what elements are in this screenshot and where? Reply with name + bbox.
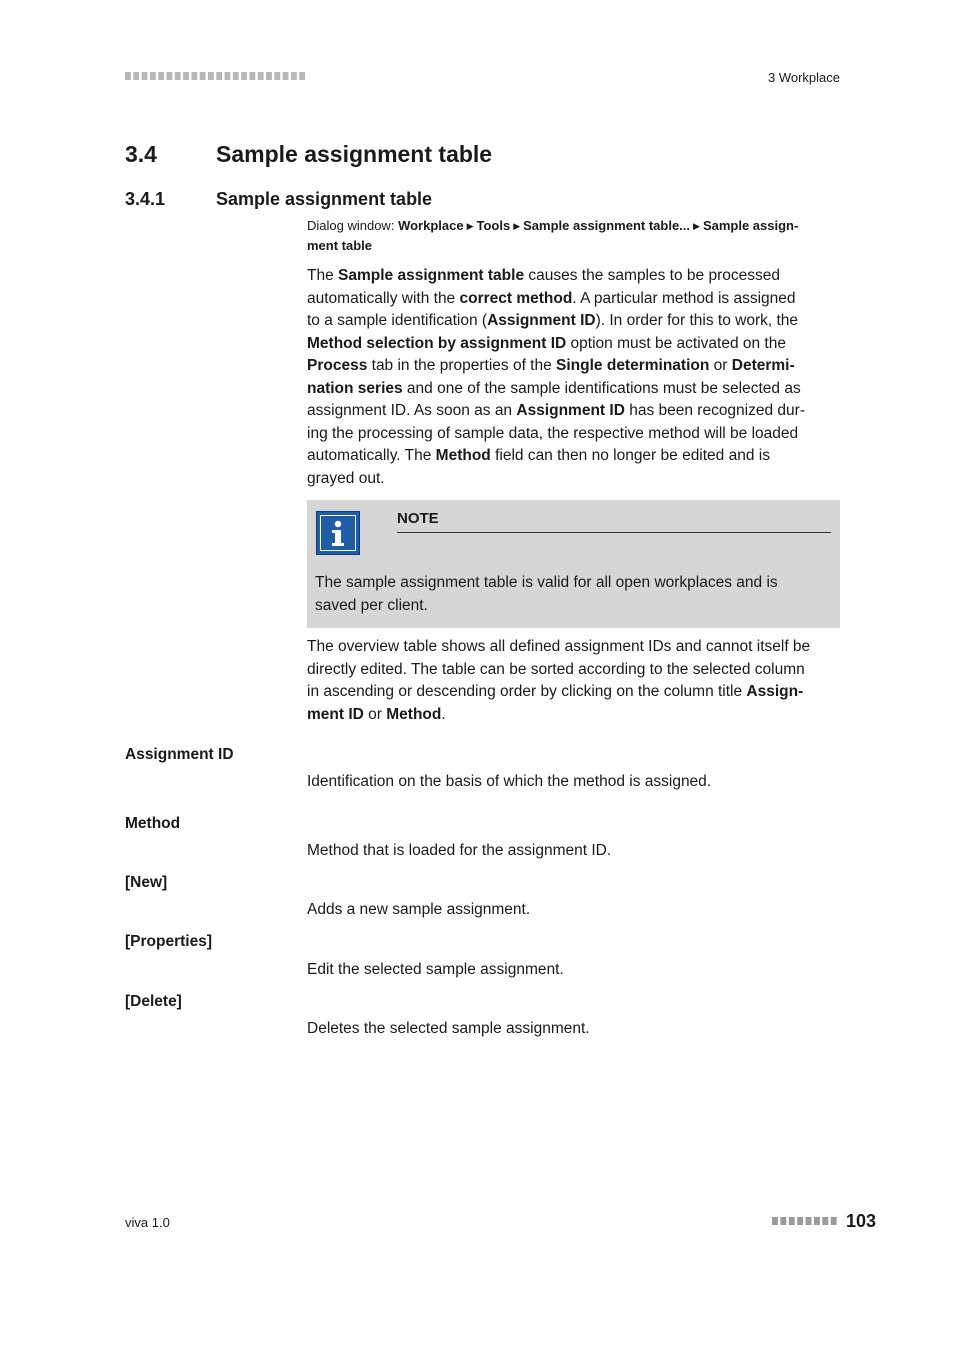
text-line bbox=[307, 468, 852, 491]
subsection-number: 3.4.1 bbox=[125, 189, 166, 209]
text-run: grayed out. bbox=[307, 469, 385, 487]
note-box bbox=[307, 500, 840, 628]
text-run: ). In order for this to work, the bbox=[595, 312, 799, 329]
text-line bbox=[307, 445, 852, 468]
bold-term: Assignment ID bbox=[516, 402, 625, 419]
intro-paragraph bbox=[307, 265, 852, 490]
text-line bbox=[307, 265, 852, 288]
term-delete-button: [Delete] bbox=[125, 993, 182, 1010]
page-number: 103 bbox=[846, 1211, 877, 1231]
text-run: or bbox=[709, 357, 732, 374]
text-line bbox=[307, 288, 852, 311]
running-header: 3 Workplace bbox=[767, 70, 840, 85]
breadcrumb-prefix: Dialog window: bbox=[307, 218, 395, 233]
triangle-right-icon: ▶ bbox=[693, 221, 700, 231]
breadcrumb-item: Tools bbox=[476, 218, 511, 233]
footer-decoration bbox=[772, 1217, 839, 1225]
term-new-button: [New] bbox=[125, 874, 168, 891]
text-run: directly edited. The table can be sorted according to the selected column bbox=[307, 660, 805, 678]
text-run: automatically with the bbox=[307, 289, 460, 307]
note-title: NOTE bbox=[397, 510, 439, 527]
text-run: in ascending or descending order by clicking on the column title bbox=[307, 683, 747, 700]
footer-product: viva 1.0 bbox=[125, 1215, 170, 1230]
desc-new-button: Adds a new sample assignment. bbox=[307, 901, 531, 918]
text-run: assignment ID. As soon as an bbox=[307, 402, 517, 419]
text-run: has been recognized dur- bbox=[624, 402, 805, 419]
bold-term: Sample assignment table bbox=[338, 267, 525, 284]
text-line bbox=[307, 355, 852, 378]
desc-method: Method that is loaded for the assignment ID. bbox=[307, 842, 612, 859]
text-run: . bbox=[441, 705, 446, 723]
term-method: Method bbox=[125, 815, 181, 832]
text-run: or bbox=[363, 705, 387, 723]
triangle-right-icon: ▶ bbox=[466, 221, 474, 231]
bold-term: ment ID bbox=[307, 705, 364, 723]
breadcrumb-item: Workplace bbox=[398, 218, 464, 233]
text-line bbox=[307, 378, 852, 401]
bold-term: Single determination bbox=[556, 357, 710, 374]
desc-properties-button: Edit the selected sample assignment. bbox=[307, 961, 564, 978]
note-text bbox=[315, 572, 830, 617]
text-run: to a sample identification ( bbox=[307, 312, 488, 329]
bold-term: Determi- bbox=[731, 357, 795, 374]
triangle-right-icon: ▶ bbox=[513, 221, 521, 231]
term-properties-button: [Properties] bbox=[125, 933, 212, 950]
text-line bbox=[307, 704, 852, 727]
text-line bbox=[307, 681, 852, 704]
bold-term: nation series bbox=[307, 379, 403, 397]
text-run: automatically. The bbox=[307, 447, 436, 464]
overview-paragraph bbox=[307, 636, 852, 726]
desc-delete-button: Deletes the selected sample assignment. bbox=[307, 1020, 590, 1037]
section-title: Sample assignment table bbox=[216, 141, 493, 167]
text-run: causes the samples to be processed bbox=[524, 267, 780, 284]
text-line bbox=[307, 400, 852, 423]
dialog-breadcrumb bbox=[307, 216, 847, 255]
text-run: The bbox=[307, 267, 339, 284]
note-line: The sample assignment table is valid for all open workplaces and is bbox=[315, 574, 778, 591]
subsection-title: Sample assignment table bbox=[216, 189, 433, 209]
text-run: tab in the properties of the bbox=[367, 357, 557, 374]
text-run: option must be activated on the bbox=[566, 334, 786, 352]
text-line bbox=[307, 636, 852, 659]
text-run: and one of the sample identifications must be selected as bbox=[402, 379, 801, 397]
bold-term: Method bbox=[386, 705, 442, 723]
bold-term: Method bbox=[435, 447, 491, 464]
text-run: ing the processing of sample data, the respective method will be loaded bbox=[307, 424, 799, 442]
text-line bbox=[307, 659, 852, 682]
bold-term: Assign- bbox=[746, 683, 804, 700]
text-run: . A particular method is assigned bbox=[572, 289, 796, 307]
term-assignment-id: Assignment ID bbox=[125, 746, 234, 763]
note-line: saved per client. bbox=[315, 596, 428, 614]
bold-term: Method selection by assignment ID bbox=[307, 334, 567, 352]
text-run: The overview table shows all defined assignment IDs and cannot itself be bbox=[307, 638, 811, 655]
bold-term: Assignment ID bbox=[487, 312, 596, 329]
header-decoration bbox=[125, 72, 307, 80]
info-icon bbox=[316, 511, 360, 555]
text-line bbox=[307, 310, 852, 333]
bold-term: Process bbox=[307, 357, 368, 374]
section-number: 3.4 bbox=[125, 141, 157, 167]
text-line bbox=[307, 423, 852, 446]
bold-term: correct method bbox=[459, 289, 573, 307]
note-divider bbox=[397, 532, 831, 533]
breadcrumb-item: ment table bbox=[307, 238, 373, 253]
text-run: field can then no longer be edited and is bbox=[490, 447, 770, 464]
breadcrumb-item: Sample assign- bbox=[702, 218, 799, 233]
desc-assignment-id: Identification on the basis of which the method is assigned. bbox=[307, 773, 712, 790]
text-line bbox=[307, 333, 852, 356]
breadcrumb-item: Sample assignment table... bbox=[523, 218, 691, 233]
